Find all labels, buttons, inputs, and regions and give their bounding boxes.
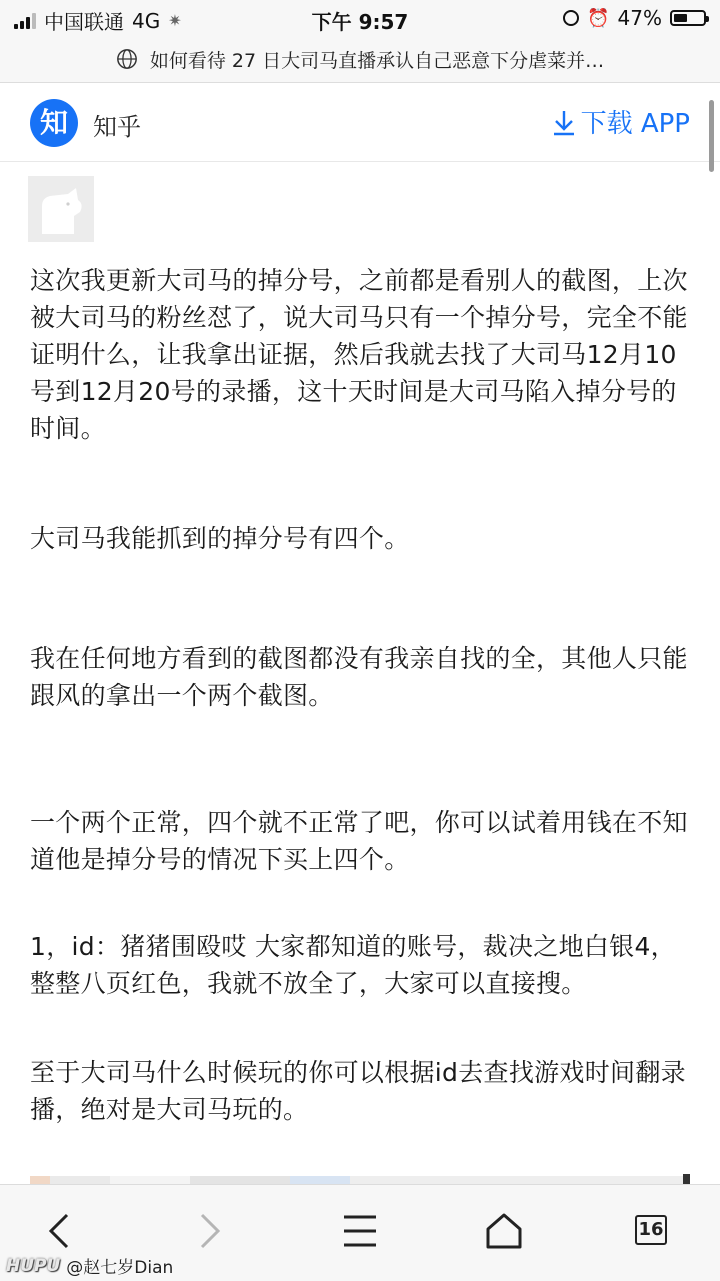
- paragraph: 1，id：猪猪围殴哎 大家都知道的账号，裁决之地白银4，整整八页红色，我就不放全了，大家可以直接搜。: [30, 932, 676, 998]
- default-avatar-icon: [28, 176, 94, 242]
- status-right: [563, 6, 706, 30]
- battery-icon: [670, 10, 706, 26]
- loading-spinner-icon: ✷: [168, 11, 182, 30]
- network-label: 4G: [132, 8, 161, 33]
- embedded-screenshot-image[interactable]: [30, 1176, 690, 1184]
- back-button[interactable]: [36, 1207, 84, 1255]
- alarm-icon: ⏰: [587, 7, 610, 29]
- download-label: 下载 APP: [580, 109, 690, 139]
- paragraph: 一个两个正常，四个就不正常了吧，你可以试着用钱在不知道他是掉分号的情况下买上四个。: [30, 808, 688, 874]
- address-bar[interactable]: [0, 36, 720, 83]
- home-button[interactable]: [480, 1207, 528, 1255]
- page-scrollbar[interactable]: [709, 100, 714, 172]
- carrier-label: 中国联通: [44, 10, 124, 34]
- home-icon: [480, 1207, 528, 1255]
- embedded-image-edge: [683, 1174, 690, 1184]
- battery-percent: 47%: [617, 6, 662, 30]
- globe-icon: [116, 48, 138, 70]
- status-time: 下午 9:57: [311, 10, 409, 34]
- paragraph: 这次我更新大司马的掉分号，之前都是看别人的截图，上次被大司马的粉丝怼了，说大司马只有一个掉分号，完全不能证明什么，让我拿出证据，然后我就去找了大司马12月10号到12月20号的录播，这十天时间是大司马陷入掉分号的时间。: [30, 266, 688, 443]
- chevron-left-icon: [36, 1207, 84, 1255]
- watermark-brand: HUPU: [6, 1255, 61, 1276]
- battery-fill: [674, 14, 687, 22]
- tabs-count: 16: [635, 1215, 667, 1245]
- paragraph: 至于大司马什么时候玩的你可以根据id去查找游戏时间翻录播，绝对是大司马玩的。: [30, 1058, 686, 1124]
- status-bar: [0, 0, 720, 36]
- hamburger-menu-icon: [336, 1207, 384, 1255]
- zhihu-logo[interactable]: 知: [30, 99, 78, 147]
- download-icon: [551, 107, 577, 137]
- forward-button[interactable]: [185, 1207, 233, 1255]
- download-app-button[interactable]: [551, 103, 690, 140]
- tabs-button[interactable]: [628, 1207, 676, 1255]
- page-title: 如何看待 27 日大司马直播承认自己恶意下分虐菜并…: [149, 49, 605, 72]
- watermark: [6, 1253, 173, 1278]
- author-avatar[interactable]: [28, 176, 94, 242]
- menu-button[interactable]: [336, 1207, 384, 1255]
- watermark-user: @赵七岁Dian: [66, 1258, 174, 1278]
- paragraph: 大司马我能抓到的掉分号有四个。: [30, 524, 410, 553]
- paragraph: 我在任何地方看到的截图都没有我亲自找的全，其他人只能跟风的拿出一个两个截图。: [30, 644, 688, 710]
- site-name[interactable]: 知乎: [93, 113, 141, 141]
- chevron-right-icon: [185, 1207, 233, 1255]
- rotation-lock-icon: [563, 10, 579, 26]
- site-header: [0, 83, 720, 162]
